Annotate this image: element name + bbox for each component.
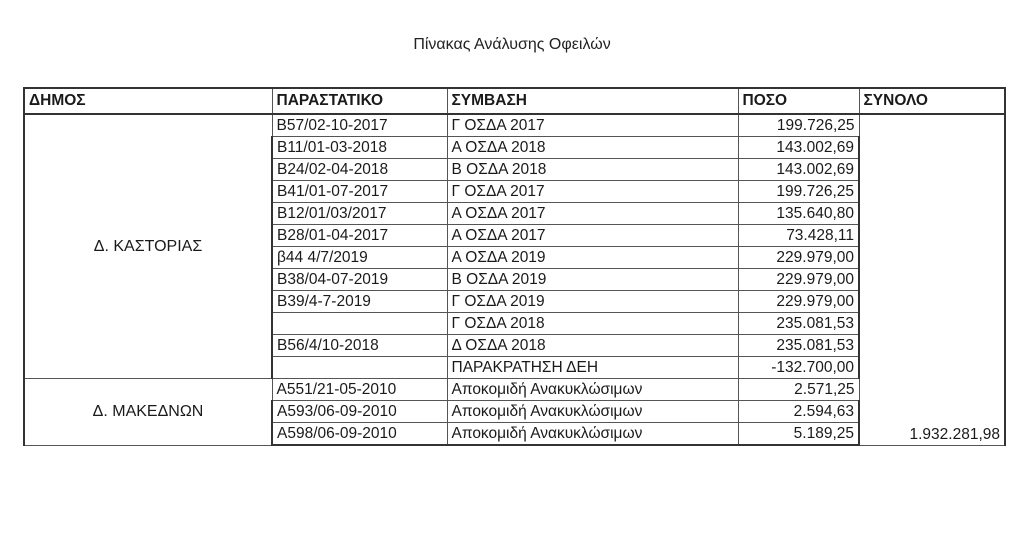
document-cell: Α598/06-09-2010 (272, 423, 447, 446)
contract-cell: Γ ΟΣΔΑ 2019 (447, 291, 738, 313)
amount-cell: 229.979,00 (738, 291, 859, 313)
contract-cell: ΠΑΡΑΚΡΑΤΗΣΗ ΔΕΗ (447, 357, 738, 379)
document-cell: Β24/02-04-2018 (272, 159, 447, 181)
document-cell: Α551/21-05-2010 (272, 379, 447, 401)
document-cell: Β38/04-07-2019 (272, 269, 447, 291)
document-cell: β44 4/7/2019 (272, 247, 447, 269)
contract-cell: Β ΟΣΔΑ 2018 (447, 159, 738, 181)
header-municipality: ΔΗΜΟΣ (24, 88, 272, 114)
header-document: ΠΑΡΑΣΤΑΤΙΚΟ (272, 88, 447, 114)
amount-cell: 235.081,53 (738, 335, 859, 357)
contract-cell: Αποκομιδή Ανακυκλώσιμων (447, 401, 738, 423)
contract-cell: Α ΟΣΔΑ 2019 (447, 247, 738, 269)
contract-cell: Αποκομιδή Ανακυκλώσιμων (447, 379, 738, 401)
contract-cell: Γ ΟΣΔΑ 2017 (447, 114, 738, 137)
document-cell: Β11/01-03-2018 (272, 137, 447, 159)
grand-total-cell: 1.932.281,98 (859, 379, 1005, 446)
contract-cell: Β ΟΣΔΑ 2019 (447, 269, 738, 291)
total-cell-empty (859, 114, 1005, 379)
header-row (24, 88, 1005, 114)
document-cell: Α593/06-09-2010 (272, 401, 447, 423)
contract-cell: Γ ΟΣΔΑ 2017 (447, 181, 738, 203)
amount-cell: 135.640,80 (738, 203, 859, 225)
header-amount: ΠΟΣΟ (738, 88, 859, 114)
contract-cell: Α ΟΣΔΑ 2018 (447, 137, 738, 159)
contract-cell: Α ΟΣΔΑ 2017 (447, 203, 738, 225)
amount-cell: 235.081,53 (738, 313, 859, 335)
header-contract: ΣΥΜΒΑΣΗ (447, 88, 738, 114)
document-cell: Β56/4/10-2018 (272, 335, 447, 357)
amount-cell: 5.189,25 (738, 423, 859, 446)
amount-cell: 199.726,25 (738, 181, 859, 203)
amount-cell: -132.700,00 (738, 357, 859, 379)
document-cell (272, 313, 447, 335)
contract-cell: Δ ΟΣΔΑ 2018 (447, 335, 738, 357)
amount-cell: 199.726,25 (738, 114, 859, 137)
amount-cell: 229.979,00 (738, 269, 859, 291)
amount-cell: 143.002,69 (738, 159, 859, 181)
contract-cell: Γ ΟΣΔΑ 2018 (447, 313, 738, 335)
amount-cell: 143.002,69 (738, 137, 859, 159)
document-cell: Β28/01-04-2017 (272, 225, 447, 247)
amount-cell: 2.594,63 (738, 401, 859, 423)
amount-cell: 73.428,11 (738, 225, 859, 247)
table-row (24, 379, 1005, 401)
document-cell: Β41/01-07-2017 (272, 181, 447, 203)
document-cell: Β12/01/03/2017 (272, 203, 447, 225)
contract-cell: Αποκομιδή Ανακυκλώσιμων (447, 423, 738, 446)
debt-analysis-table (23, 87, 1006, 446)
document-cell (272, 357, 447, 379)
municipality-cell: Δ. ΜΑΚΕΔΝΩΝ (24, 379, 272, 446)
document-title: Πίνακας Ανάλυσης Οφειλών (413, 36, 611, 53)
amount-cell: 2.571,25 (738, 379, 859, 401)
table-row (24, 114, 1005, 137)
document-cell: Β57/02-10-2017 (272, 114, 447, 137)
municipality-cell: Δ. ΚΑΣΤΟΡΙΑΣ (24, 114, 272, 379)
header-total: ΣΥΝΟΛΟ (859, 88, 1005, 114)
amount-cell: 229.979,00 (738, 247, 859, 269)
contract-cell: Α ΟΣΔΑ 2017 (447, 225, 738, 247)
document-cell: Β39/4-7-2019 (272, 291, 447, 313)
